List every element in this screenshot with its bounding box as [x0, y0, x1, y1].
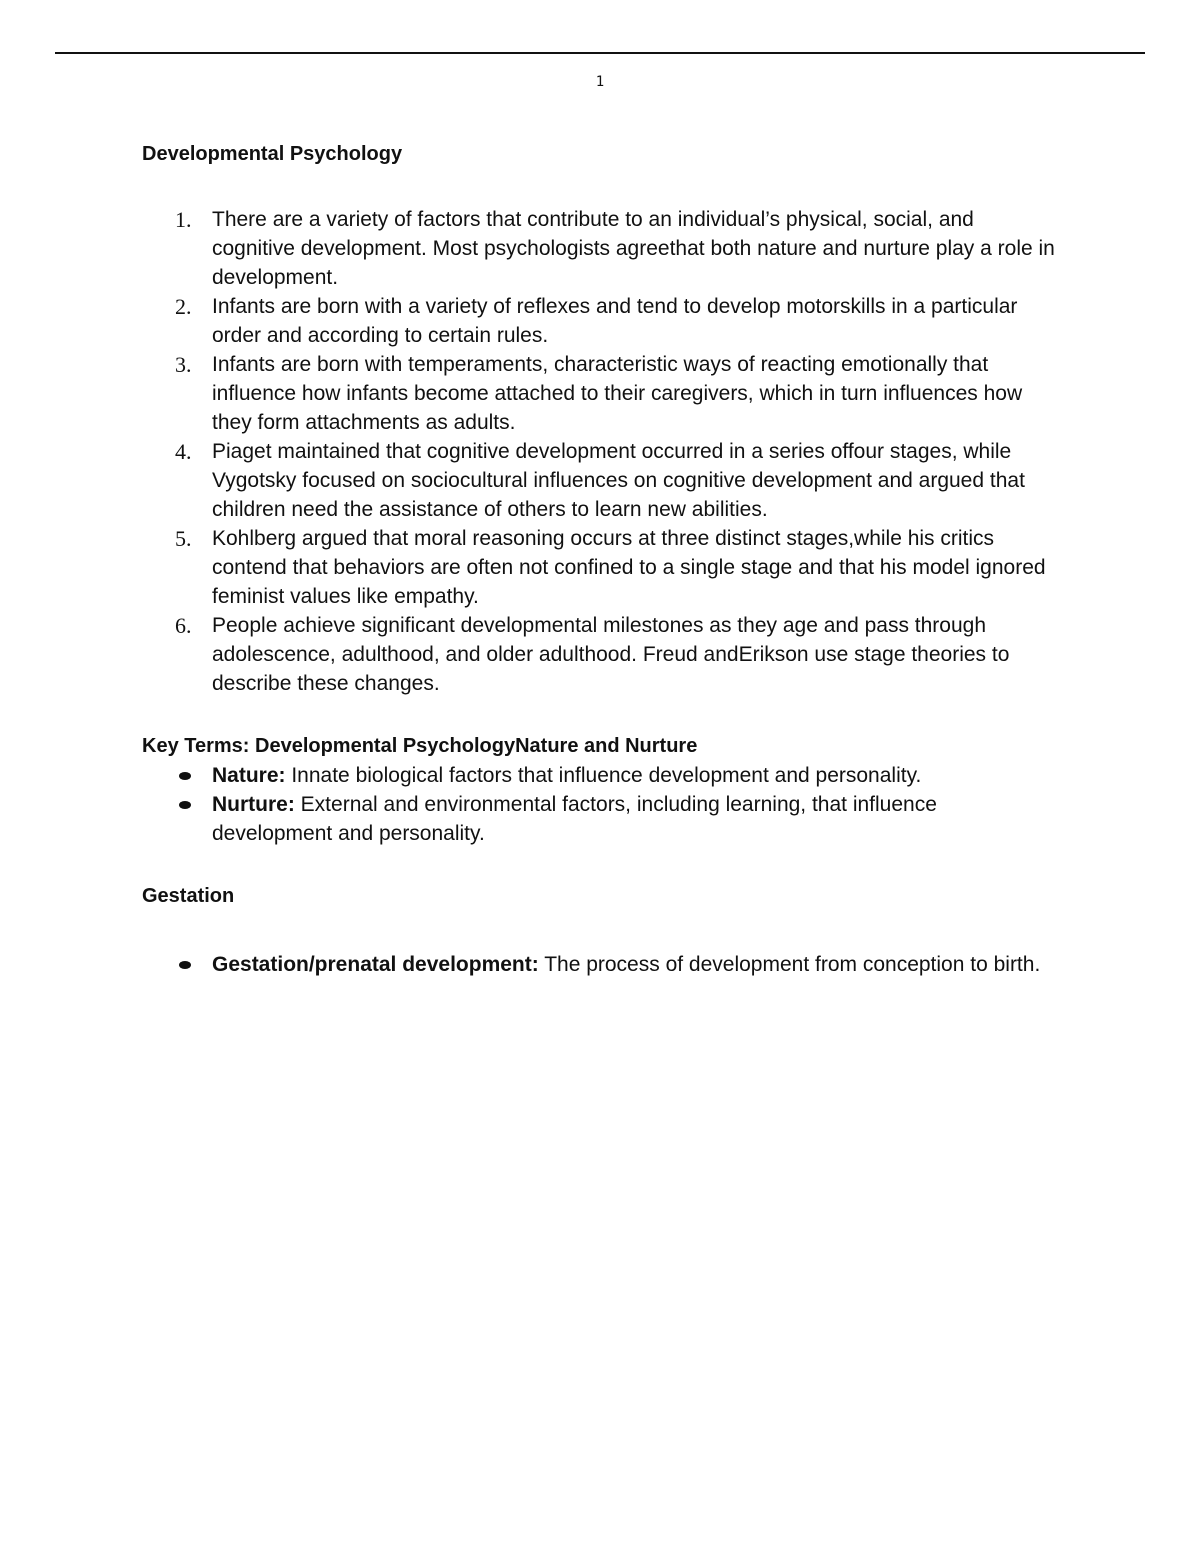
term-definition: The process of development from conception to birth.	[538, 953, 1041, 976]
summary-number: 3.	[175, 352, 192, 377]
bullet-icon	[179, 961, 191, 969]
document-body	[142, 140, 1062, 979]
summary-item-5	[142, 524, 1062, 611]
term-definition: External and environmental factors, including learning, that influence development and personality.	[212, 793, 937, 845]
term-definition: Innate biological factors that influence development and personality.	[285, 764, 922, 787]
key-term-nature	[142, 761, 1062, 790]
term-label: Gestation/prenatal development:	[212, 953, 539, 976]
summary-text: Kohlberg argued that moral reasoning occurs at three distinct stages,while his critics contend that behaviors are often not confined to a single stage and that his model ignored feminist values like empathy.	[212, 527, 1046, 608]
page-number: 1	[595, 74, 605, 90]
summary-number: 5.	[175, 526, 192, 551]
key-terms-heading: Key Terms: Developmental PsychologyNature and Nurture	[142, 735, 698, 757]
key-term-nurture	[142, 790, 1062, 848]
gestation-heading: Gestation	[142, 885, 235, 907]
summary-text: There are a variety of factors that contribute to an individual’s physical, social, and cognitive development. Most psychologists agreethat both nature and nurture play a role in development.	[212, 208, 1055, 289]
key-terms-list	[142, 761, 1062, 848]
summary-text: Piaget maintained that cognitive development occurred in a series offour stages, while Vygotsky focused on sociocultural influences on cognitive development and argued that children need the assistance of others to learn new abilities.	[212, 440, 1025, 521]
summary-text: Infants are born with temperaments, characteristic ways of reacting emotionally that influence how infants become attached to their caregivers, which in turn influences how they form attachments as adults.	[212, 353, 1023, 434]
summary-text: People achieve significant developmental milestones as they age and pass through adolescence, adulthood, and older adulthood. Freud andErikson use stage theories to describe these changes.	[212, 614, 1010, 695]
bullet-icon	[179, 801, 191, 809]
summary-list	[142, 205, 1062, 698]
summary-item-3	[142, 350, 1062, 437]
header-rule	[55, 52, 1145, 54]
summary-item-2	[142, 292, 1062, 350]
gestation-list	[142, 950, 1062, 979]
summary-item-1	[142, 205, 1062, 292]
summary-item-6	[142, 611, 1062, 698]
summary-text: Infants are born with a variety of reflexes and tend to develop motorskills in a particular order and according to certain rules.	[212, 295, 1018, 347]
document-title: Developmental Psychology	[142, 143, 403, 165]
term-label: Nature:	[212, 764, 286, 787]
bullet-icon	[179, 772, 191, 780]
summary-number: 6.	[175, 613, 192, 638]
summary-number: 1.	[175, 207, 192, 232]
summary-number: 4.	[175, 439, 192, 464]
summary-item-4	[142, 437, 1062, 524]
gestation-term	[142, 950, 1062, 979]
summary-number: 2.	[175, 294, 192, 319]
term-label: Nurture:	[212, 793, 295, 816]
